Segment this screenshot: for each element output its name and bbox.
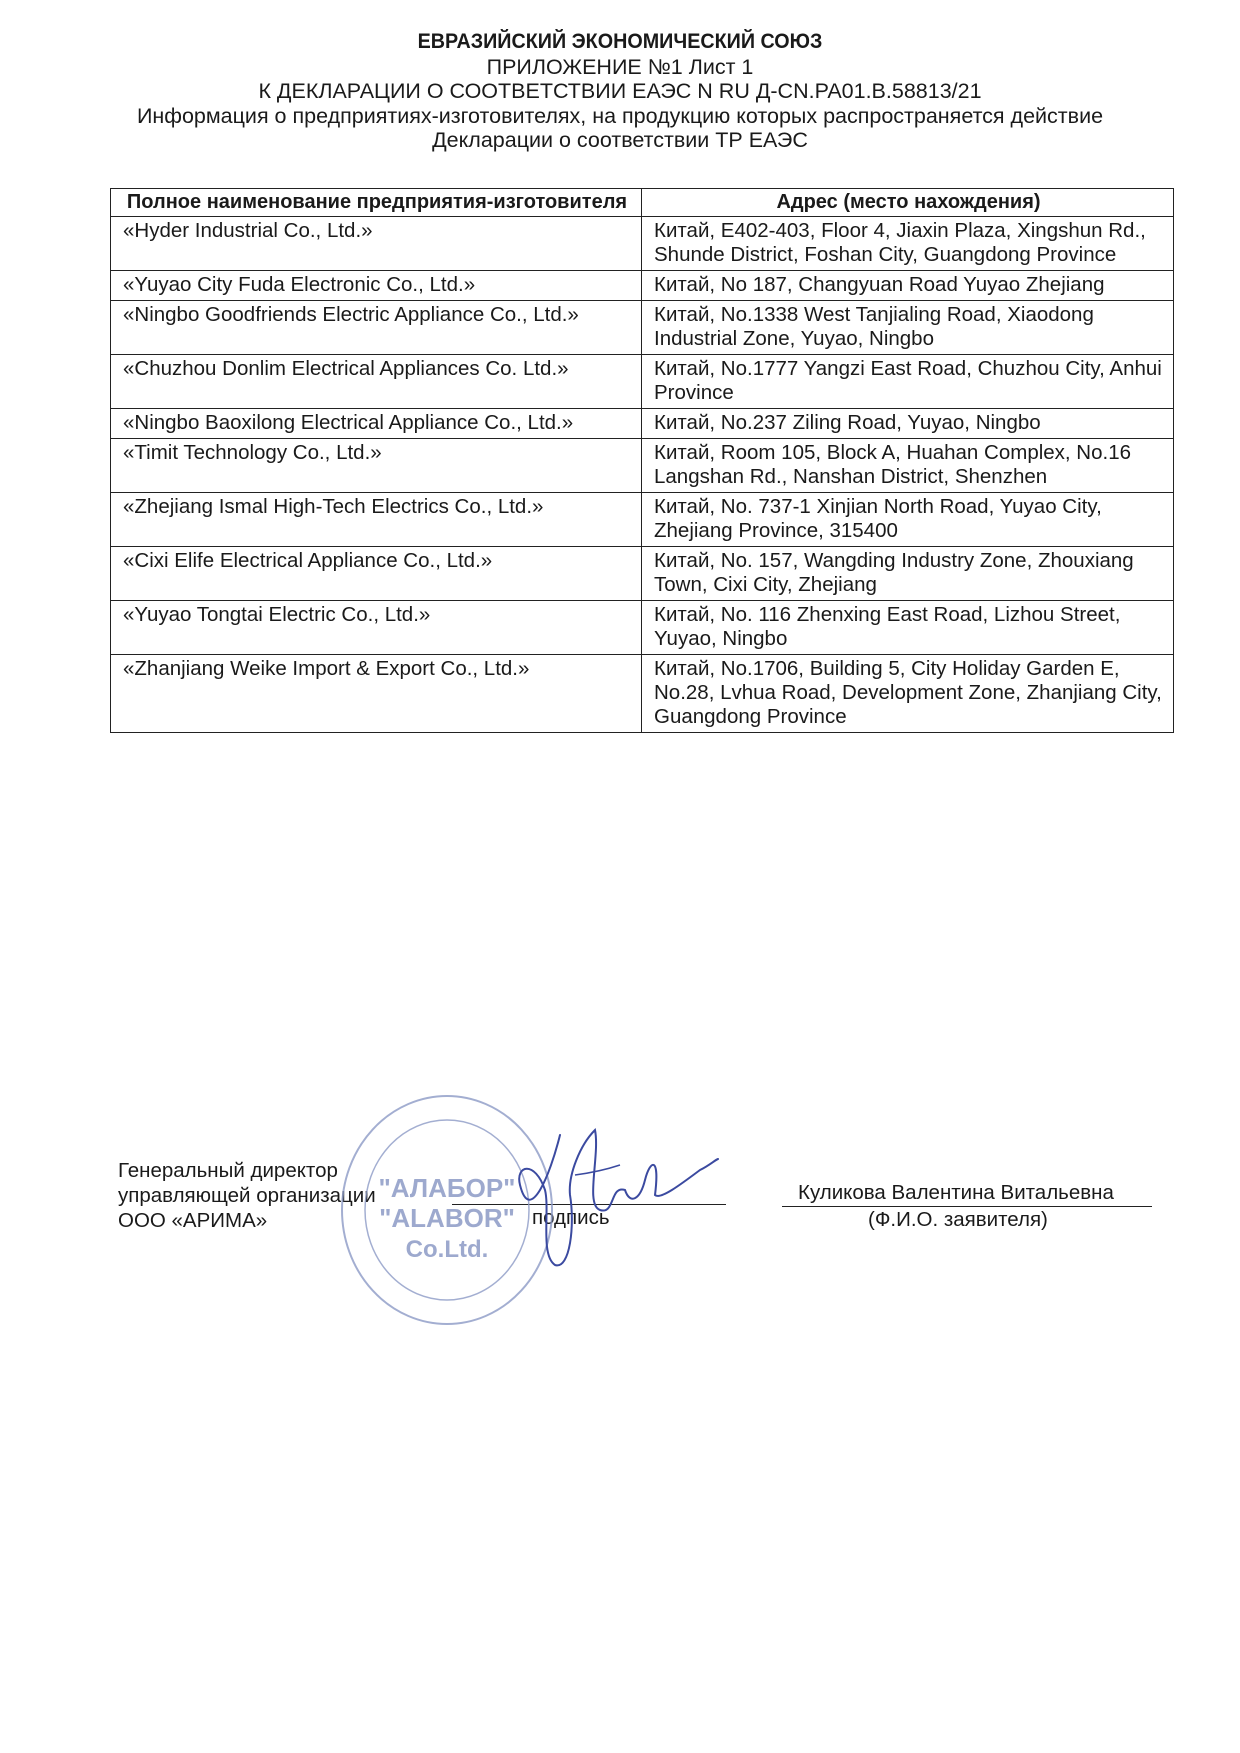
column-header-name: Полное наименование предприятия-изготовителя xyxy=(111,189,642,217)
seal-text-en: "ALABOR" xyxy=(379,1203,515,1233)
union-title: ЕВРАЗИЙСКИЙ ЭКОНОМИЧЕСКИЙ СОЮЗ xyxy=(417,30,823,53)
role-line-3: ООО «АРИМА» xyxy=(118,1209,268,1232)
manufacturer-address: Китай, No.1777 Yangzi East Road, Chuzhou City, Anhui Province xyxy=(642,355,1174,409)
table-row xyxy=(111,355,1174,409)
manufacturer-address: Китай, No. 157, Wangding Industry Zone, Zhouxiang Town, Cixi City, Zhejiang xyxy=(642,547,1174,601)
manufacturer-name: «Yuyao Tongtai Electric Co., Ltd.» xyxy=(111,601,642,655)
manufacturer-name: «Cixi Elife Electrical Appliance Co., Ltd.» xyxy=(111,547,642,601)
manufacturer-address: Китай, No. 737-1 Xinjian North Road, Yuyao City, Zhejiang Province, 315400 xyxy=(642,493,1174,547)
appendix-title: ПРИЛОЖЕНИЕ №1 Лист 1 xyxy=(486,54,754,79)
table-row xyxy=(111,601,1174,655)
manufacturer-address: Китай, E402-403, Floor 4, Jiaxin Plaza, Xingshun Rd., Shunde District, Foshan City, Guangdong Province xyxy=(642,217,1174,271)
manufacturer-name: «Timit Technology Co., Ltd.» xyxy=(111,439,642,493)
signer-role xyxy=(118,1158,376,1233)
declaration-number: К ДЕКЛАРАЦИИ О СООТВЕТСТВИИ ЕАЭС N RU Д-CN.PA01.B.58813/21 xyxy=(258,79,982,103)
info-line-1: Информация о предприятиях-изготовителях, на продукцию которых распространяется действие xyxy=(136,103,1104,128)
manufacturer-address: Китай, No.1338 West Tanjialing Road, Xiaodong Industrial Zone, Yuyao, Ningbo xyxy=(642,301,1174,355)
role-line-2: управляющей организации xyxy=(118,1184,376,1207)
document-header xyxy=(0,30,1240,153)
manufacturer-address: Китай, No. 116 Zhenxing East Road, Lizhou Street, Yuyao, Ningbo xyxy=(642,601,1174,655)
seal-text-ru: "АЛАБОР" xyxy=(378,1173,516,1203)
manufacturer-address: Китай, No.1706, Building 5, City Holiday Garden E, No.28, Lvhua Road, Development Zone, Zhanjiang City, Guangdong Province xyxy=(642,655,1174,733)
signer-caption: (Ф.И.О. заявителя) xyxy=(868,1208,1048,1231)
info-line-2: Декларации о соответствии ТР ЕАЭС xyxy=(432,128,808,152)
signer-name: Куликова Валентина Витальевна xyxy=(798,1181,1114,1204)
table-row xyxy=(111,217,1174,271)
table-row xyxy=(111,409,1174,439)
manufacturer-name: «Yuyao City Fuda Electronic Co., Ltd.» xyxy=(111,271,642,301)
manufacturer-address: Китай, Room 105, Block A, Huahan Complex, No.16 Langshan Rd., Nanshan District, Shenzhen xyxy=(642,439,1174,493)
manufacturer-name: «Ningbo Goodfriends Electric Appliance Co., Ltd.» xyxy=(111,301,642,355)
column-header-address: Адрес (место нахождения) xyxy=(642,189,1174,217)
manufacturer-name: «Chuzhou Donlim Electrical Appliances Co. Ltd.» xyxy=(111,355,642,409)
name-line xyxy=(782,1206,1152,1207)
table-row xyxy=(111,271,1174,301)
table-row xyxy=(111,301,1174,355)
table-row xyxy=(111,493,1174,547)
manufacturer-name: «Ningbo Baoxilong Electrical Appliance Co., Ltd.» xyxy=(111,409,642,439)
table-row xyxy=(111,655,1174,733)
table-header-row xyxy=(111,189,1174,217)
table-row xyxy=(111,439,1174,493)
manufacturer-address: Китай, No 187, Changyuan Road Yuyao Zhejiang xyxy=(642,271,1174,301)
manufacturers-table xyxy=(110,188,1174,733)
table-row xyxy=(111,547,1174,601)
manufacturer-name: «Zhanjiang Weike Import & Export Co., Ltd.» xyxy=(111,655,642,733)
handwritten-signature xyxy=(490,1115,720,1275)
role-line-1: Генеральный директор xyxy=(118,1159,338,1182)
seal-text-co: Co.Ltd. xyxy=(405,1236,489,1263)
manufacturer-name: «Hyder Industrial Co., Ltd.» xyxy=(111,217,642,271)
manufacturer-address: Китай, No.237 Ziling Road, Yuyao, Ningbo xyxy=(642,409,1174,439)
signature-caption: подпись xyxy=(532,1206,610,1229)
manufacturer-name: «Zhejiang Ismal High-Tech Electrics Co., Ltd.» xyxy=(111,493,642,547)
